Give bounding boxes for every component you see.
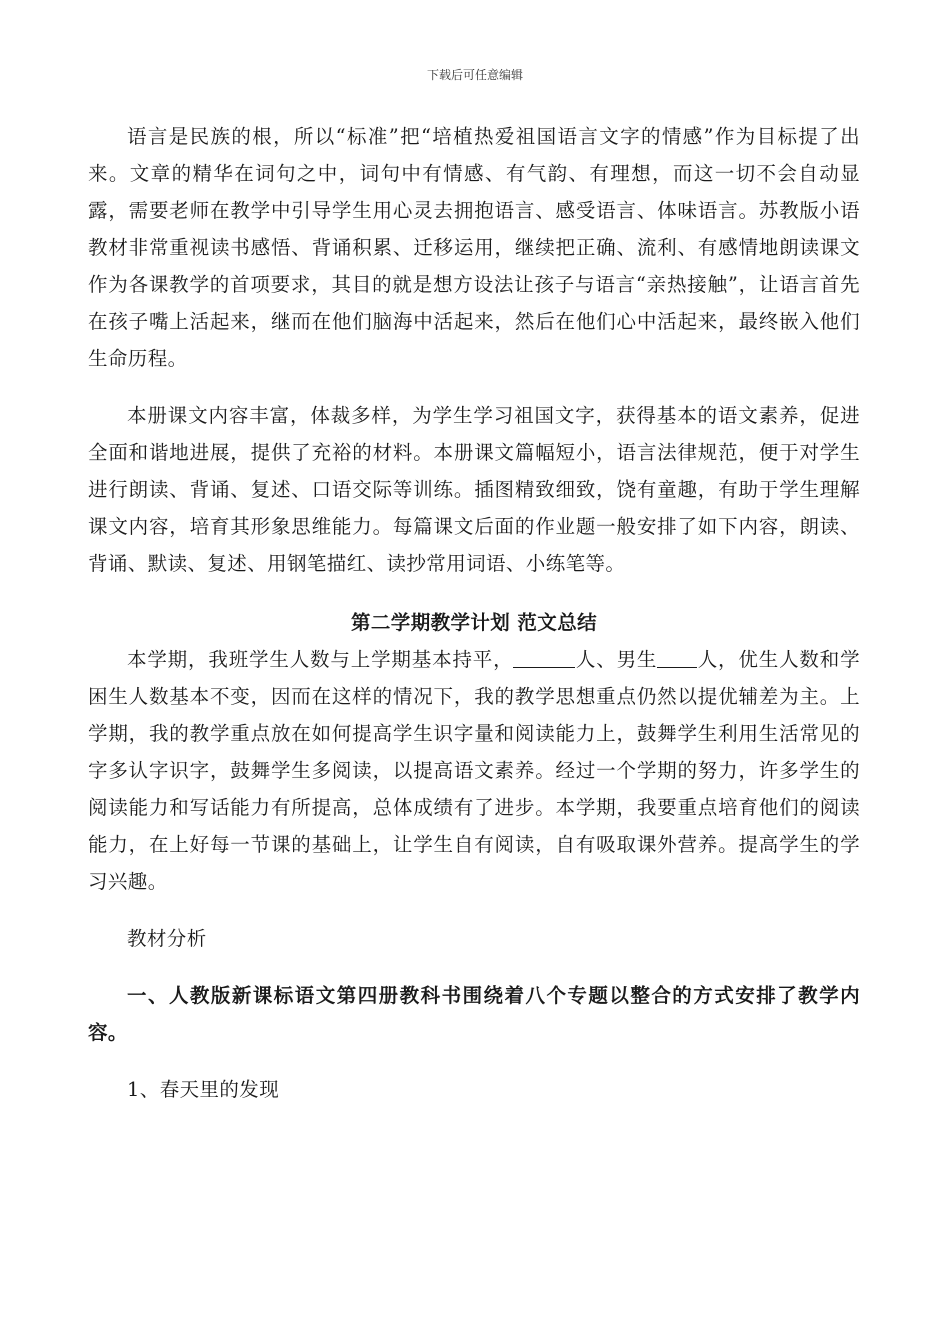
paragraph-language-root: 语言是民族的根，所以“标准”把“培植热爱祖国语言文字的情感”作为目标提了出来。文章的精华在词句之中，词句中有情感、有气韵、有理想，而这一切不会自动显露，需要老师在教学中引导学生用心灵去拥抱语言、感受语言、体味语言。苏教版小语教材非常重视读书感悟、背诵积累、迁移运用，继续把正确、流利、有感情地朗读课文作为各课教学的首项要求，其目的就是想方设法让孩子与语言“亲热接触”，让语言首先在孩子嘴上活起来，继而在他们脑海中活起来，然后在他们心中活起来，最终嵌入他们生命历程。 [88,125,860,370]
subheading-textbook-analysis: 教材分析 [127,927,207,950]
bold-heading-topics: 一、人教版新课标语文第四册教科书围绕着八个专题以整合的方式安排了教学内容。 [88,984,860,1044]
semester-plan-text-3: 人，优生人数和学困生人数基本不变，因而在这样的情况下，我的教学思想重点仍然以提优辅差为主。上学期，我的教学重点放在如何提高学生识字量和阅读能力上，鼓舞学生利用生活常见的字多认字识字，鼓舞学生多阅读，以提高语文素养。经过一个学期的努力，许多学生的阅读能力和写话能力有所提高，总体成绩有了进步。本学期，我要重点培育他们的阅读能力，在上好每一节课的基础上，让学生自有阅读，自有吸取课外营养。提高学生的学习兴趣。 [88,648,861,893]
list-item-spring-discovery: 1、春天里的发现 [127,1078,280,1101]
document-body [88,118,860,1108]
header-note: 下载后可任意编辑 [426,68,523,82]
paragraph-textbook-content: 本册课文内容丰富，体裁多样，为学生学习祖国文字，获得基本的语文素养，促进全面和谐地进展，提供了充裕的材料。本册课文篇幅短小，语言法律规范，便于对学生进行朗读、背诵、复述、口语交际等训练。插图精致细致，饶有童趣，有助于学生理解课文内容，培育其形象思维能力。每篇课文后面的作业题一般安排了如下内容，朗读、背诵、默读、复述、用钢笔描红、读抄常用词语、小练笔等。 [88,404,860,575]
semester-plan-text-2: 人、男生 [575,648,658,671]
blank-underline-male-count [657,645,697,668]
paragraph-semester-plan [88,641,860,900]
blank-underline-female-count [513,645,575,668]
section-title: 第二学期教学计划 范文总结 [351,611,597,634]
semester-plan-text-1: 本学期，我班学生人数与上学期基本持平， [127,648,514,671]
